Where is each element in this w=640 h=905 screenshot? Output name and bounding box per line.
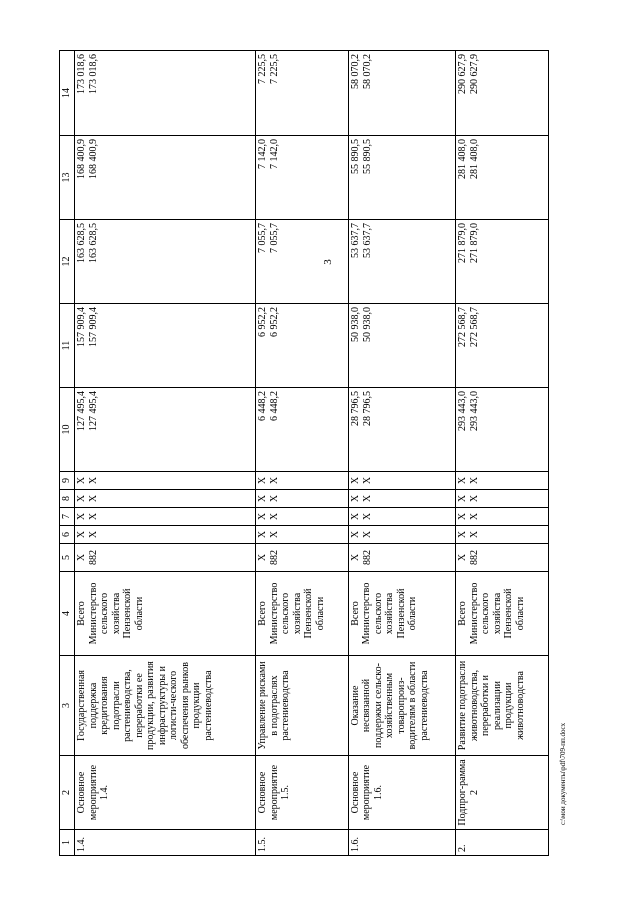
amount-col13: 168 400,9 168 400,9 xyxy=(75,136,256,220)
activity-type: Основное мероприятие 1.4. xyxy=(75,756,256,830)
header-row xyxy=(60,51,75,856)
activity-name: Государственная поддержка кредитования подотрасли растениеводства, переработки ее продукции, развития инфраструктуры и логисти-ческого обеспечения рынков продукции растениеводства xyxy=(75,656,256,756)
executor: Всего Министерство сельского хозяйства Пензенской области xyxy=(256,572,349,656)
executor: Всего Министерство сельского хозяйства Пензенской области xyxy=(348,572,455,656)
cell-col8: Х Х xyxy=(348,490,455,508)
column-header: 7 xyxy=(60,508,75,526)
amount-col14: 173 018,6 173 018,6 xyxy=(75,51,256,136)
cell-col8: Х Х xyxy=(75,490,256,508)
table-row xyxy=(456,51,549,856)
cell-col6: Х Х xyxy=(456,526,549,544)
amount-col12: 163 628,5 163 628,5 xyxy=(75,220,256,304)
table-row xyxy=(256,51,349,856)
amount-col12: 7 055,7 7 055,7 xyxy=(256,220,349,304)
amount-col12: 53 637,7 53 637,7 xyxy=(348,220,455,304)
page-number: 3 xyxy=(321,259,334,265)
rotated-table-container xyxy=(59,51,549,856)
column-header: 10 xyxy=(60,388,75,472)
column-header: 5 xyxy=(60,544,75,572)
column-header: 4 xyxy=(60,572,75,656)
amount-col13: 281 408,0 281 408,0 xyxy=(456,136,549,220)
budget-code: Х 882 xyxy=(75,544,256,572)
activity-name: Управление рисками в подотраслях растениеводства xyxy=(256,656,349,756)
cell-col6: Х Х xyxy=(256,526,349,544)
amount-col11: 157 909,4 157 909,4 xyxy=(75,304,256,388)
amount-col12: 271 879,0 271 879,0 xyxy=(456,220,549,304)
cell-col7: Х Х xyxy=(348,508,455,526)
amount-col10: 127 495,4 127 495,4 xyxy=(75,388,256,472)
column-header: 11 xyxy=(60,304,75,388)
amount-col11: 272 568,7 272 568,7 xyxy=(456,304,549,388)
amount-col14: 58 070,2 58 070,2 xyxy=(348,51,455,136)
column-header: 3 xyxy=(60,656,75,756)
cell-col9: Х Х xyxy=(456,472,549,490)
executor: Всего Министерство сельского хозяйства Пензенской области xyxy=(456,572,549,656)
column-header: 2 xyxy=(60,756,75,830)
column-header: 12 xyxy=(60,220,75,304)
amount-col14: 7 225,5 7 225,5 xyxy=(256,51,349,136)
cell-col9: Х Х xyxy=(256,472,349,490)
row-number: 2. xyxy=(456,830,549,856)
cell-col8: Х Х xyxy=(256,490,349,508)
footer-file-path: c:\мои документы\pdf\709-пп.docx xyxy=(559,722,567,825)
activity-type: Основное мероприятие 1.5. xyxy=(256,756,349,830)
amount-col14: 290 627,9 290 627,9 xyxy=(456,51,549,136)
cell-col6: Х Х xyxy=(348,526,455,544)
cell-col7: Х Х xyxy=(75,508,256,526)
column-header: 14 xyxy=(60,51,75,136)
cell-col9: Х Х xyxy=(75,472,256,490)
budget-code: Х 882 xyxy=(256,544,349,572)
program-financing-table xyxy=(59,50,549,856)
column-header: 1 xyxy=(60,830,75,856)
column-header: 13 xyxy=(60,136,75,220)
cell-col8: Х Х xyxy=(456,490,549,508)
activity-type: Подпрог-рамма 2 xyxy=(456,756,549,830)
cell-col7: Х Х xyxy=(456,508,549,526)
amount-col10: 6 448,2 6 448,2 xyxy=(256,388,349,472)
amount-col11: 50 938,0 50 938,0 xyxy=(348,304,455,388)
column-header: 6 xyxy=(60,526,75,544)
column-header: 9 xyxy=(60,472,75,490)
row-number: 1.4. xyxy=(75,830,256,856)
activity-type: Основное мероприятие 1.6. xyxy=(348,756,455,830)
table-row xyxy=(75,51,256,856)
activity-name: Развитие подотрасли животноводства, переработки и реализации продукции животноводства xyxy=(456,656,549,756)
activity-name: Оказание несвязанной поддержки сельско-хозяйственным товаропроиз-водителям в области растениеводства xyxy=(348,656,455,756)
row-number: 1.6. xyxy=(348,830,455,856)
cell-col7: Х Х xyxy=(256,508,349,526)
amount-col13: 7 142,0 7 142,0 xyxy=(256,136,349,220)
budget-code: Х 882 xyxy=(348,544,455,572)
table-row xyxy=(348,51,455,856)
amount-col10: 28 796,5 28 796,5 xyxy=(348,388,455,472)
amount-col13: 55 890,5 55 890,5 xyxy=(348,136,455,220)
cell-col9: Х Х xyxy=(348,472,455,490)
column-header: 8 xyxy=(60,490,75,508)
budget-code: Х 882 xyxy=(456,544,549,572)
row-number: 1.5. xyxy=(256,830,349,856)
executor: Всего Министерство сельского хозяйства Пензенской области xyxy=(75,572,256,656)
cell-col6: Х Х xyxy=(75,526,256,544)
amount-col11: 6 952,2 6 952,2 xyxy=(256,304,349,388)
amount-col10: 293 443,0 293 443,0 xyxy=(456,388,549,472)
